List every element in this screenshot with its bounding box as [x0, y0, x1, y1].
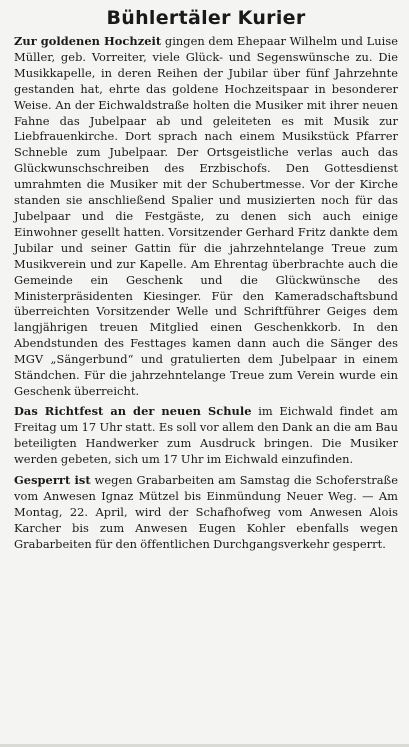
- article-body: wegen Grabarbeiten am Samstag die Schoferstraße vom Anwesen Ignaz Mützel bis Einmündung Neuer Weg. — Am Montag, 22. April, wird der Schafhofweg vom Anwesen Alois Karcher bis zum Anwesen Eugen Kohler ebenfalls wegen Grabarbeiten für den öffentlichen Durchgangsverkehr gesperrt.: [14, 473, 399, 552]
- article-topping-out: [14, 404, 398, 468]
- article-lead: Das Richtfest an der neuen Schule: [14, 403, 252, 418]
- article-lead: Gesperrt ist: [14, 473, 91, 488]
- masthead-title: Bühlertäler Kurier: [106, 7, 306, 29]
- article-lead: Zur goldenen Hochzeit: [14, 34, 162, 48]
- article-golden-wedding: [14, 34, 398, 400]
- article-body: im Eichwald findet am Freitag um 17 Uhr statt. Es soll vor allem den Dank an die am Bau beteiligten Handwerker zum Ausdruck bringen. Die Musiker werden gebeten, sich um 17 Uhr im Eichwald einzufinden.: [14, 403, 398, 466]
- article-body: gingen dem Ehepaar Wilhelm und Luise Müller, geb. Vorreiter, viele Glück- und Segenswünsche zu. Die Musikkapelle, in deren Reihen der Jubilar über fünf Jahrzehnte gestanden hat, ehrte das goldene Hochzeitspaar in besonderer Weise. An der Eichwaldstraße holten die Musiker mit ihrer neuen Fahne das Jubelpaar ab und geleiteten es mit Musik zur Liebfrauenkirche. Dort sprach nach einem Musikstück Pfarrer Schneble zum Jubelpaar. Der Ortsgeistliche verlas auch das Glückwunschschreiben des Erzbischofs. Den Gottesdienst umrahmten die Musiker mit der Schubertmesse. Vor der Kirche standen sie anschließend Spalier und musizierten noch für das Jubelpaar und die Festgäste, zu denen sich auch einige Einwohner gesellt hatten. Vorsitzender Gerhard Fritz dankte dem Jubilar und seiner Gattin für die jahrzehntelange Treue zum Musikverein und zur Kapelle. Am Ehrentag überbrachte auch die Gemeinde ein Geschenk und die Glückwünsche des Ministerpräsidenten Kiesinger. Für den Kameradschaftsbund überreichten Vorsitzender Welle und Schriftführer Geiges dem langjährigen treuen Mitglied einen Geschenkkorb. In den Abendstunden des Festtages kamen dann auch die Sänger des MGV „Sängerbund“ und gratulierten dem Jubelpaar in einem Ständchen. Für die jahrzehntelange Treue zum Verein wurde ein Geschenk überreicht.: [14, 34, 399, 398]
- article-road-closure: [14, 473, 398, 553]
